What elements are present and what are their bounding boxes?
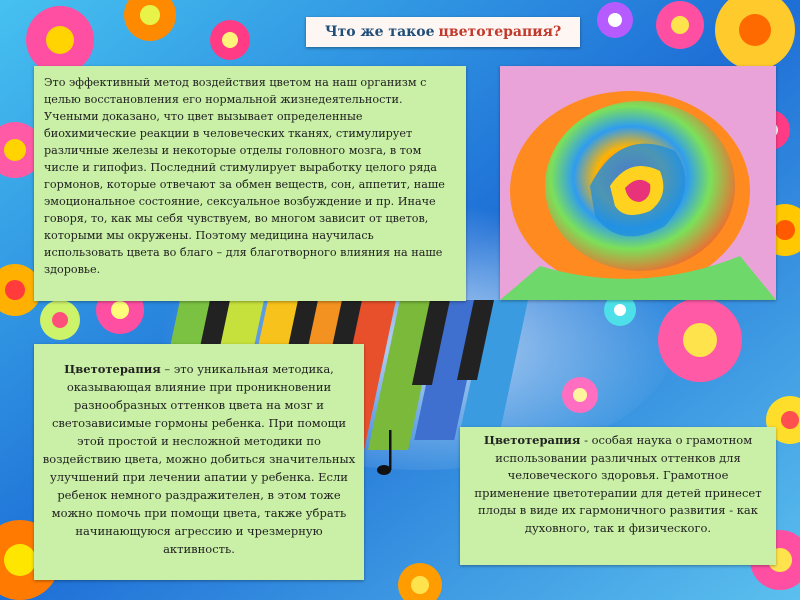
intro-text-panel: [34, 66, 466, 301]
title-part1: Что же такое: [324, 24, 435, 40]
definition-text-2: - особая наука о грамотном использовании различных оттенков для человеческого здоровья. Грамотное применение цветотерапии для детей принесет плоды в виде их гармоничного развития - как духовного, так и физического.: [474, 433, 762, 535]
intro-text: Это эффективный метод воздействия цветом на наш организм с целью восстановления его нормальной жизнедеятельности. Учеными доказано, что цвет вызывает определенные биохимические реакции в человеческих тканях, стимулирует различные железы и некоторые отделы головного мозга, в том числе и гипофиз. Последний стимулирует выработку целого ряда гормонов, которые отвечают за обмен веществ, сон, аппетит, наше эмоциональное состояние, сексуальное возбуждение и пр. Иначе говоря, то, как мы себя чувствуем, во многом зависит от цветов, которыми мы окружены. Поэтому медицина научилась использовать цвета во благо – для благотворного влияния на наше здоровье.: [44, 76, 445, 276]
definition-text-1: – это уникальная методика, оказывающая влияние при проникновении разнообразных оттенков цвета на мозг и светозависимые гормоны ребенка. При помощи этой простой и несложной методики по воздействию цвета, можно добиться значительных улучшений при лечении апатии у ребенка. Если ребенок немного раздражителен, в этом тоже можно помочь при помощи цвета, также убрать начинающуюся агрессию и чрезмерную активность.: [42, 362, 356, 556]
definition-panel-2: [460, 427, 776, 565]
page-title: [306, 17, 580, 47]
definition-panel-1: [34, 344, 364, 580]
term-label: Цветотерапия: [64, 362, 161, 376]
title-part2: цветотерапия?: [438, 24, 562, 40]
rainbow-rose-image: [500, 66, 776, 300]
term-label-2: Цветотерапия: [483, 433, 581, 447]
